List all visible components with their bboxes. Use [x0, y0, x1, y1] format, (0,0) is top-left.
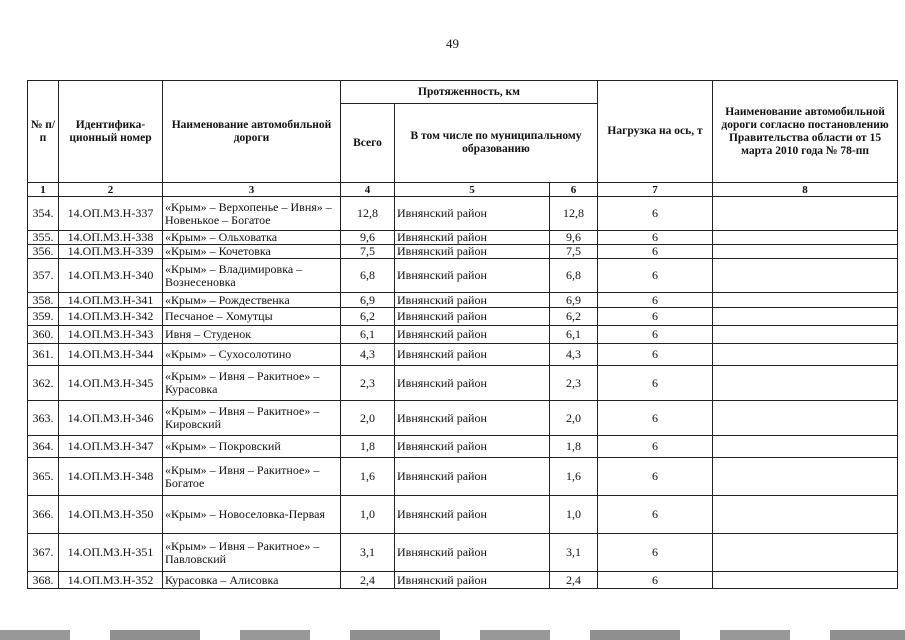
row-total-length: 12,8: [341, 197, 395, 231]
row-axle-load: 6: [598, 231, 713, 245]
row-total-length: 2,0: [341, 401, 395, 436]
row-number: 363.: [28, 401, 59, 436]
row-id: 14.ОП.МЗ.Н-347: [59, 436, 163, 458]
row-road-name: «Крым» – Рождественка: [163, 293, 341, 308]
row-road-name: «Крым» – Ивня – Ракитное» – Кировский: [163, 401, 341, 436]
table-row: [28, 197, 898, 231]
table-row: [28, 259, 898, 293]
row-axle-load: 6: [598, 259, 713, 293]
row-id: 14.ОП.МЗ.Н-340: [59, 259, 163, 293]
row-axle-load: 6: [598, 344, 713, 366]
row-gov-name: [713, 458, 898, 496]
header-id: Идентифика-ционный номер: [59, 81, 163, 183]
header-number: 4: [341, 183, 395, 197]
row-total-length: 6,1: [341, 326, 395, 344]
row-gov-name: [713, 231, 898, 245]
table-row: [28, 534, 898, 572]
row-number: 358.: [28, 293, 59, 308]
header-including: В том числе по муниципальному образованию: [395, 104, 598, 183]
row-district-length: 6,9: [550, 293, 598, 308]
row-district: Ивнянский район: [395, 366, 550, 401]
row-road-name: «Крым» – Ивня – Ракитное» – Курасовка: [163, 366, 341, 401]
row-gov-name: [713, 366, 898, 401]
row-road-name: «Крым» – Сухосолотино: [163, 344, 341, 366]
row-district: Ивнянский район: [395, 231, 550, 245]
table-row: [28, 245, 898, 259]
header-number: 3: [163, 183, 341, 197]
row-axle-load: 6: [598, 245, 713, 259]
row-gov-name: [713, 534, 898, 572]
row-total-length: 2,3: [341, 366, 395, 401]
row-district: Ивнянский район: [395, 401, 550, 436]
table-row: [28, 326, 898, 344]
row-total-length: 6,8: [341, 259, 395, 293]
row-id: 14.ОП.МЗ.Н-352: [59, 572, 163, 589]
table-row: [28, 436, 898, 458]
row-axle-load: 6: [598, 326, 713, 344]
header-load: Нагрузка на ось, т: [598, 81, 713, 183]
row-id: 14.ОП.МЗ.Н-346: [59, 401, 163, 436]
row-id: 14.ОП.МЗ.Н-339: [59, 245, 163, 259]
header-number: 7: [598, 183, 713, 197]
row-road-name: «Крым» – Кочетовка: [163, 245, 341, 259]
row-number: 362.: [28, 366, 59, 401]
header-gov-name: Наименование автомобильной дороги согласно постановлению Правительства области от 15 марта 2010 года № 78-пп: [713, 81, 898, 183]
table-row: [28, 401, 898, 436]
roads-table: [27, 80, 898, 589]
header-number: 6: [550, 183, 598, 197]
row-id: 14.ОП.МЗ.Н-343: [59, 326, 163, 344]
row-axle-load: 6: [598, 366, 713, 401]
header-no: № п/п: [28, 81, 59, 183]
row-total-length: 6,2: [341, 308, 395, 326]
row-district-length: 7,5: [550, 245, 598, 259]
row-number: 360.: [28, 326, 59, 344]
row-total-length: 7,5: [341, 245, 395, 259]
row-axle-load: 6: [598, 572, 713, 589]
table-row: [28, 496, 898, 534]
table-body: [28, 197, 898, 589]
row-axle-load: 6: [598, 197, 713, 231]
row-id: 14.ОП.МЗ.Н-348: [59, 458, 163, 496]
row-road-name: «Крым» – Владимировка – Вознесеновка: [163, 259, 341, 293]
row-number: 355.: [28, 231, 59, 245]
table-row: [28, 231, 898, 245]
row-district-length: 12,8: [550, 197, 598, 231]
row-district: Ивнянский район: [395, 496, 550, 534]
row-district: Ивнянский район: [395, 259, 550, 293]
row-gov-name: [713, 293, 898, 308]
row-id: 14.ОП.МЗ.Н-337: [59, 197, 163, 231]
row-road-name: «Крым» – Верхопенье – Ивня» – Новенькое – Богатое: [163, 197, 341, 231]
row-axle-load: 6: [598, 534, 713, 572]
row-district-length: 2,4: [550, 572, 598, 589]
row-district-length: 1,0: [550, 496, 598, 534]
header-name: Наименование автомобильной дороги: [163, 81, 341, 183]
row-id: 14.ОП.МЗ.Н-342: [59, 308, 163, 326]
row-total-length: 9,6: [341, 231, 395, 245]
row-number: 364.: [28, 436, 59, 458]
row-road-name: «Крым» – Ивня – Ракитное» – Богатое: [163, 458, 341, 496]
row-number: 354.: [28, 197, 59, 231]
header-number: 5: [395, 183, 550, 197]
row-road-name: «Крым» – Новоселовка-Первая: [163, 496, 341, 534]
row-total-length: 2,4: [341, 572, 395, 589]
row-district-length: 3,1: [550, 534, 598, 572]
scan-edge-strip: [0, 630, 905, 640]
row-axle-load: 6: [598, 401, 713, 436]
row-gov-name: [713, 344, 898, 366]
row-gov-name: [713, 326, 898, 344]
row-district: Ивнянский район: [395, 458, 550, 496]
table-row: [28, 572, 898, 589]
row-number: 356.: [28, 245, 59, 259]
row-id: 14.ОП.МЗ.Н-351: [59, 534, 163, 572]
row-district: Ивнянский район: [395, 436, 550, 458]
row-number: 367.: [28, 534, 59, 572]
row-district: Ивнянский район: [395, 245, 550, 259]
row-district: Ивнянский район: [395, 308, 550, 326]
row-number: 366.: [28, 496, 59, 534]
row-road-name: «Крым» – Ивня – Ракитное» – Павловский: [163, 534, 341, 572]
header-number: 2: [59, 183, 163, 197]
header-number: 8: [713, 183, 898, 197]
row-district: Ивнянский район: [395, 572, 550, 589]
row-district-length: 4,3: [550, 344, 598, 366]
row-district-length: 6,8: [550, 259, 598, 293]
row-axle-load: 6: [598, 496, 713, 534]
table-row: [28, 344, 898, 366]
row-district: Ивнянский район: [395, 293, 550, 308]
row-district-length: 1,8: [550, 436, 598, 458]
row-total-length: 1,6: [341, 458, 395, 496]
row-total-length: 3,1: [341, 534, 395, 572]
row-gov-name: [713, 401, 898, 436]
row-axle-load: 6: [598, 308, 713, 326]
row-road-name: Ивня – Студенок: [163, 326, 341, 344]
row-number: 359.: [28, 308, 59, 326]
row-axle-load: 6: [598, 458, 713, 496]
header-number: 1: [28, 183, 59, 197]
row-total-length: 6,9: [341, 293, 395, 308]
row-id: 14.ОП.МЗ.Н-345: [59, 366, 163, 401]
row-total-length: 1,0: [341, 496, 395, 534]
row-id: 14.ОП.МЗ.Н-341: [59, 293, 163, 308]
row-gov-name: [713, 436, 898, 458]
row-district: Ивнянский район: [395, 197, 550, 231]
row-district-length: 2,3: [550, 366, 598, 401]
row-number: 357.: [28, 259, 59, 293]
table-row: [28, 293, 898, 308]
header-total: Всего: [341, 104, 395, 183]
row-gov-name: [713, 496, 898, 534]
row-district: Ивнянский район: [395, 326, 550, 344]
row-gov-name: [713, 259, 898, 293]
row-district-length: 1,6: [550, 458, 598, 496]
row-number: 361.: [28, 344, 59, 366]
row-gov-name: [713, 245, 898, 259]
header-length-group: Протяженность, км: [341, 81, 598, 104]
row-district-length: 2,0: [550, 401, 598, 436]
row-id: 14.ОП.МЗ.Н-338: [59, 231, 163, 245]
row-id: 14.ОП.МЗ.Н-344: [59, 344, 163, 366]
row-total-length: 4,3: [341, 344, 395, 366]
row-gov-name: [713, 308, 898, 326]
row-gov-name: [713, 197, 898, 231]
row-number: 365.: [28, 458, 59, 496]
row-id: 14.ОП.МЗ.Н-350: [59, 496, 163, 534]
row-district-length: 6,1: [550, 326, 598, 344]
row-road-name: Песчаное – Хомутцы: [163, 308, 341, 326]
row-district-length: 9,6: [550, 231, 598, 245]
page-number: 49: [446, 36, 459, 51]
row-axle-load: 6: [598, 436, 713, 458]
row-district: Ивнянский район: [395, 534, 550, 572]
row-road-name: «Крым» – Покровский: [163, 436, 341, 458]
row-road-name: Курасовка – Алисовка: [163, 572, 341, 589]
table-row: [28, 366, 898, 401]
row-district: Ивнянский район: [395, 344, 550, 366]
row-total-length: 1,8: [341, 436, 395, 458]
row-district-length: 6,2: [550, 308, 598, 326]
table-row: [28, 458, 898, 496]
row-axle-load: 6: [598, 293, 713, 308]
table-row: [28, 308, 898, 326]
row-gov-name: [713, 572, 898, 589]
row-number: 368.: [28, 572, 59, 589]
row-road-name: «Крым» – Ольховатка: [163, 231, 341, 245]
